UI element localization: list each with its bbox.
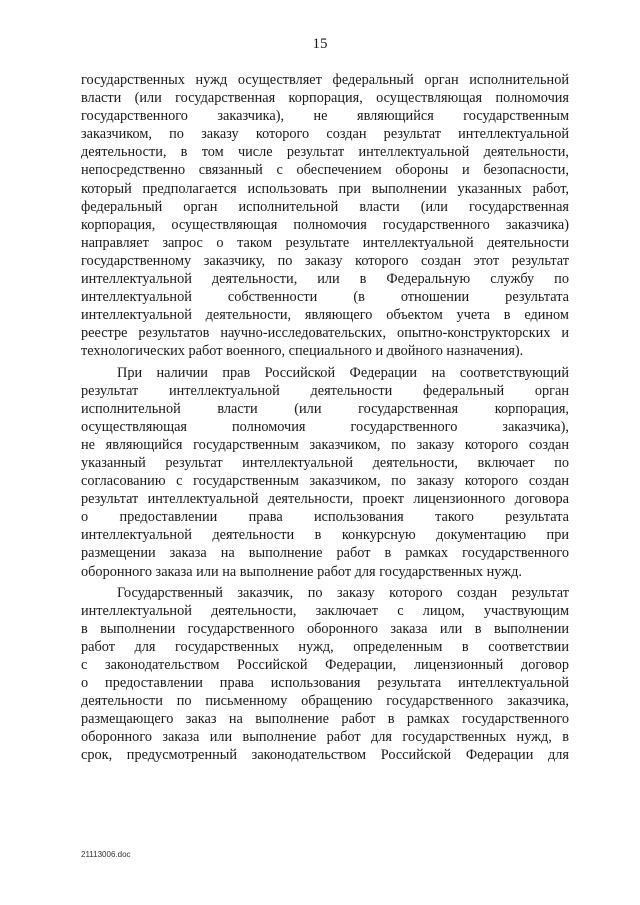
text-line: направляет запрос о таком результате интеллектуальной деятельности: [81, 234, 569, 251]
text-line: реестре результатов научно-исследовательских, опытно-конструкторских и: [81, 325, 569, 342]
text-line: При наличии прав Российской Федерации на соответствующий: [117, 364, 569, 381]
text-line: деятельности, в том числе результат интеллектуальной деятельности,: [81, 144, 569, 161]
text-line: не являющийся государственным заказчиком, по заказу которого создан: [81, 436, 569, 453]
text-line: государственного заказчика), не являющийся государственным: [81, 108, 569, 125]
text-line: указанный результат интеллектуальной деятельности, включает по: [81, 454, 569, 471]
file-name-footer: 21113006.doc: [81, 850, 131, 859]
text-line: осуществляющая полномочия государственного заказчика),: [81, 418, 569, 435]
text-line: деятельности по письменному обращению государственного заказчика,: [81, 693, 569, 710]
text-line: размещении заказа на выполнение работ в рамках государственного: [81, 545, 569, 562]
text-line: результат интеллектуальной деятельности, проект лицензионного договора: [81, 491, 569, 508]
text-line: интеллектуальной деятельности, заключает с лицом, участвующим: [81, 602, 569, 619]
text-line: федеральный орган исполнительной власти (или государственная: [81, 198, 569, 215]
text-line: исполнительной власти (или государственная корпорация,: [81, 400, 569, 417]
text-line: технологических работ военного, специального и двойного назначения).: [81, 343, 524, 360]
text-line: государственному заказчику, по заказу которого создан этот результат: [81, 252, 569, 269]
text-line: интеллектуальной собственности (в отношении результата: [81, 289, 569, 306]
text-line: оборонного заказа или выполнение работ для государственных нужд, в: [81, 729, 569, 746]
text-line: срок, предусмотренный законодательством Российской Федерации для: [81, 747, 569, 764]
text-line: интеллектуальной деятельности, или в Федеральную службу по: [81, 271, 569, 288]
text-line: о предоставлении права использования такого результата: [81, 509, 569, 526]
text-line: который предполагается использовать при выполнении указанных работ,: [81, 180, 569, 197]
text-line: корпорация, осуществляющая полномочия государственного заказчика): [81, 216, 569, 233]
text-line: государственных нужд осуществляет федеральный орган исполнительной: [81, 72, 569, 88]
text-line: в выполнении государственного оборонного заказа или в выполнении: [81, 620, 569, 637]
text-line: Государственный заказчик, по заказу которого создан результат: [117, 584, 569, 601]
text-line: непосредственно связанный с обеспечением обороны и безопасности,: [81, 162, 569, 179]
text-line: с законодательством Российской Федерации, лицензионный договор: [81, 657, 569, 673]
text-line: работ для государственных нужд, определенным в соответствии: [81, 638, 569, 655]
text-line: размещающего заказ на выполнение работ в рамках государственного: [81, 711, 569, 728]
text-line: власти (или государственная корпорация, осуществляющая полномочия: [81, 90, 569, 107]
document-body: [81, 71, 569, 768]
text-line: оборонного заказа или на выполнение работ для государственных нужд.: [81, 563, 522, 580]
text-line: заказчиком, по заказу которого создан результат интеллектуальной: [81, 126, 569, 143]
paragraph: [81, 584, 569, 765]
text-line: о предоставлении права использования результата интеллектуальной: [81, 675, 569, 692]
paragraph: [81, 364, 569, 581]
page-number: 15: [312, 36, 328, 52]
text-line: интеллектуальной деятельности, являющего объектом учета в едином: [81, 307, 569, 324]
text-line: интеллектуальной деятельности в конкурсную документацию при: [81, 527, 569, 544]
text-line: согласованию с государственным заказчиком, по заказу которого создан: [81, 473, 569, 490]
paragraph: [81, 71, 569, 361]
text-line: результат интеллектуальной деятельности федеральный орган: [81, 382, 569, 399]
